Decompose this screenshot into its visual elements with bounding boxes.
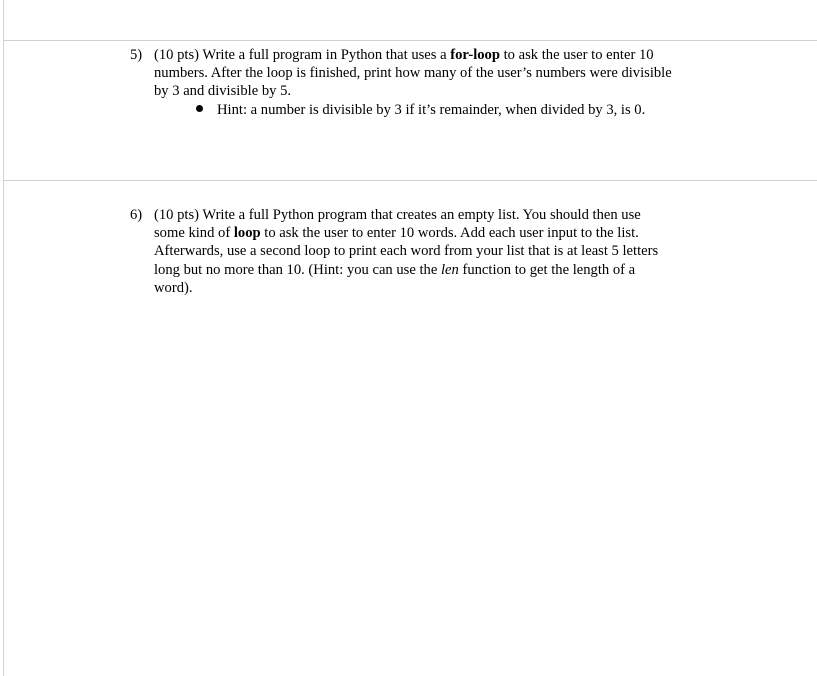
page-left-border bbox=[3, 0, 4, 676]
question-text bbox=[154, 46, 729, 101]
question-number: 6) bbox=[130, 207, 143, 223]
question-line: some kind of loop to ask the user to enter 10 words. Add each user input to the list. bbox=[154, 225, 639, 242]
question-number: 5) bbox=[130, 47, 143, 63]
question-line: numbers. After the loop is finished, print how many of the user’s numbers were divisible bbox=[154, 65, 672, 82]
bullet-icon bbox=[196, 105, 203, 112]
keyword-for-loop: for-loop bbox=[450, 47, 500, 63]
section-divider-middle bbox=[4, 180, 817, 181]
hint-bullet-item bbox=[196, 101, 645, 119]
question-line: Afterwards, use a second loop to print each word from your list that is at least 5 letters bbox=[154, 243, 659, 260]
section-divider-top bbox=[4, 40, 817, 41]
hint-text: Hint: a number is divisible by 3 if it’s remainder, when divided by 3, is 0. bbox=[217, 101, 646, 118]
question-line: long but no more than 10. (Hint: you can use the len function to get the length of a bbox=[154, 261, 636, 278]
question-line: (10 pts) Write a full Python program that creates an empty list. You should then use bbox=[154, 207, 641, 223]
question-text bbox=[154, 206, 729, 297]
keyword-loop: loop bbox=[233, 225, 261, 242]
question-line: word). bbox=[154, 279, 193, 296]
question-line: by 3 and divisible by 5. bbox=[154, 83, 292, 100]
keyword-len: len bbox=[440, 261, 459, 278]
question-line: (10 pts) Write a full program in Python that uses a for-loop to ask the user to enter 10 bbox=[154, 47, 654, 63]
